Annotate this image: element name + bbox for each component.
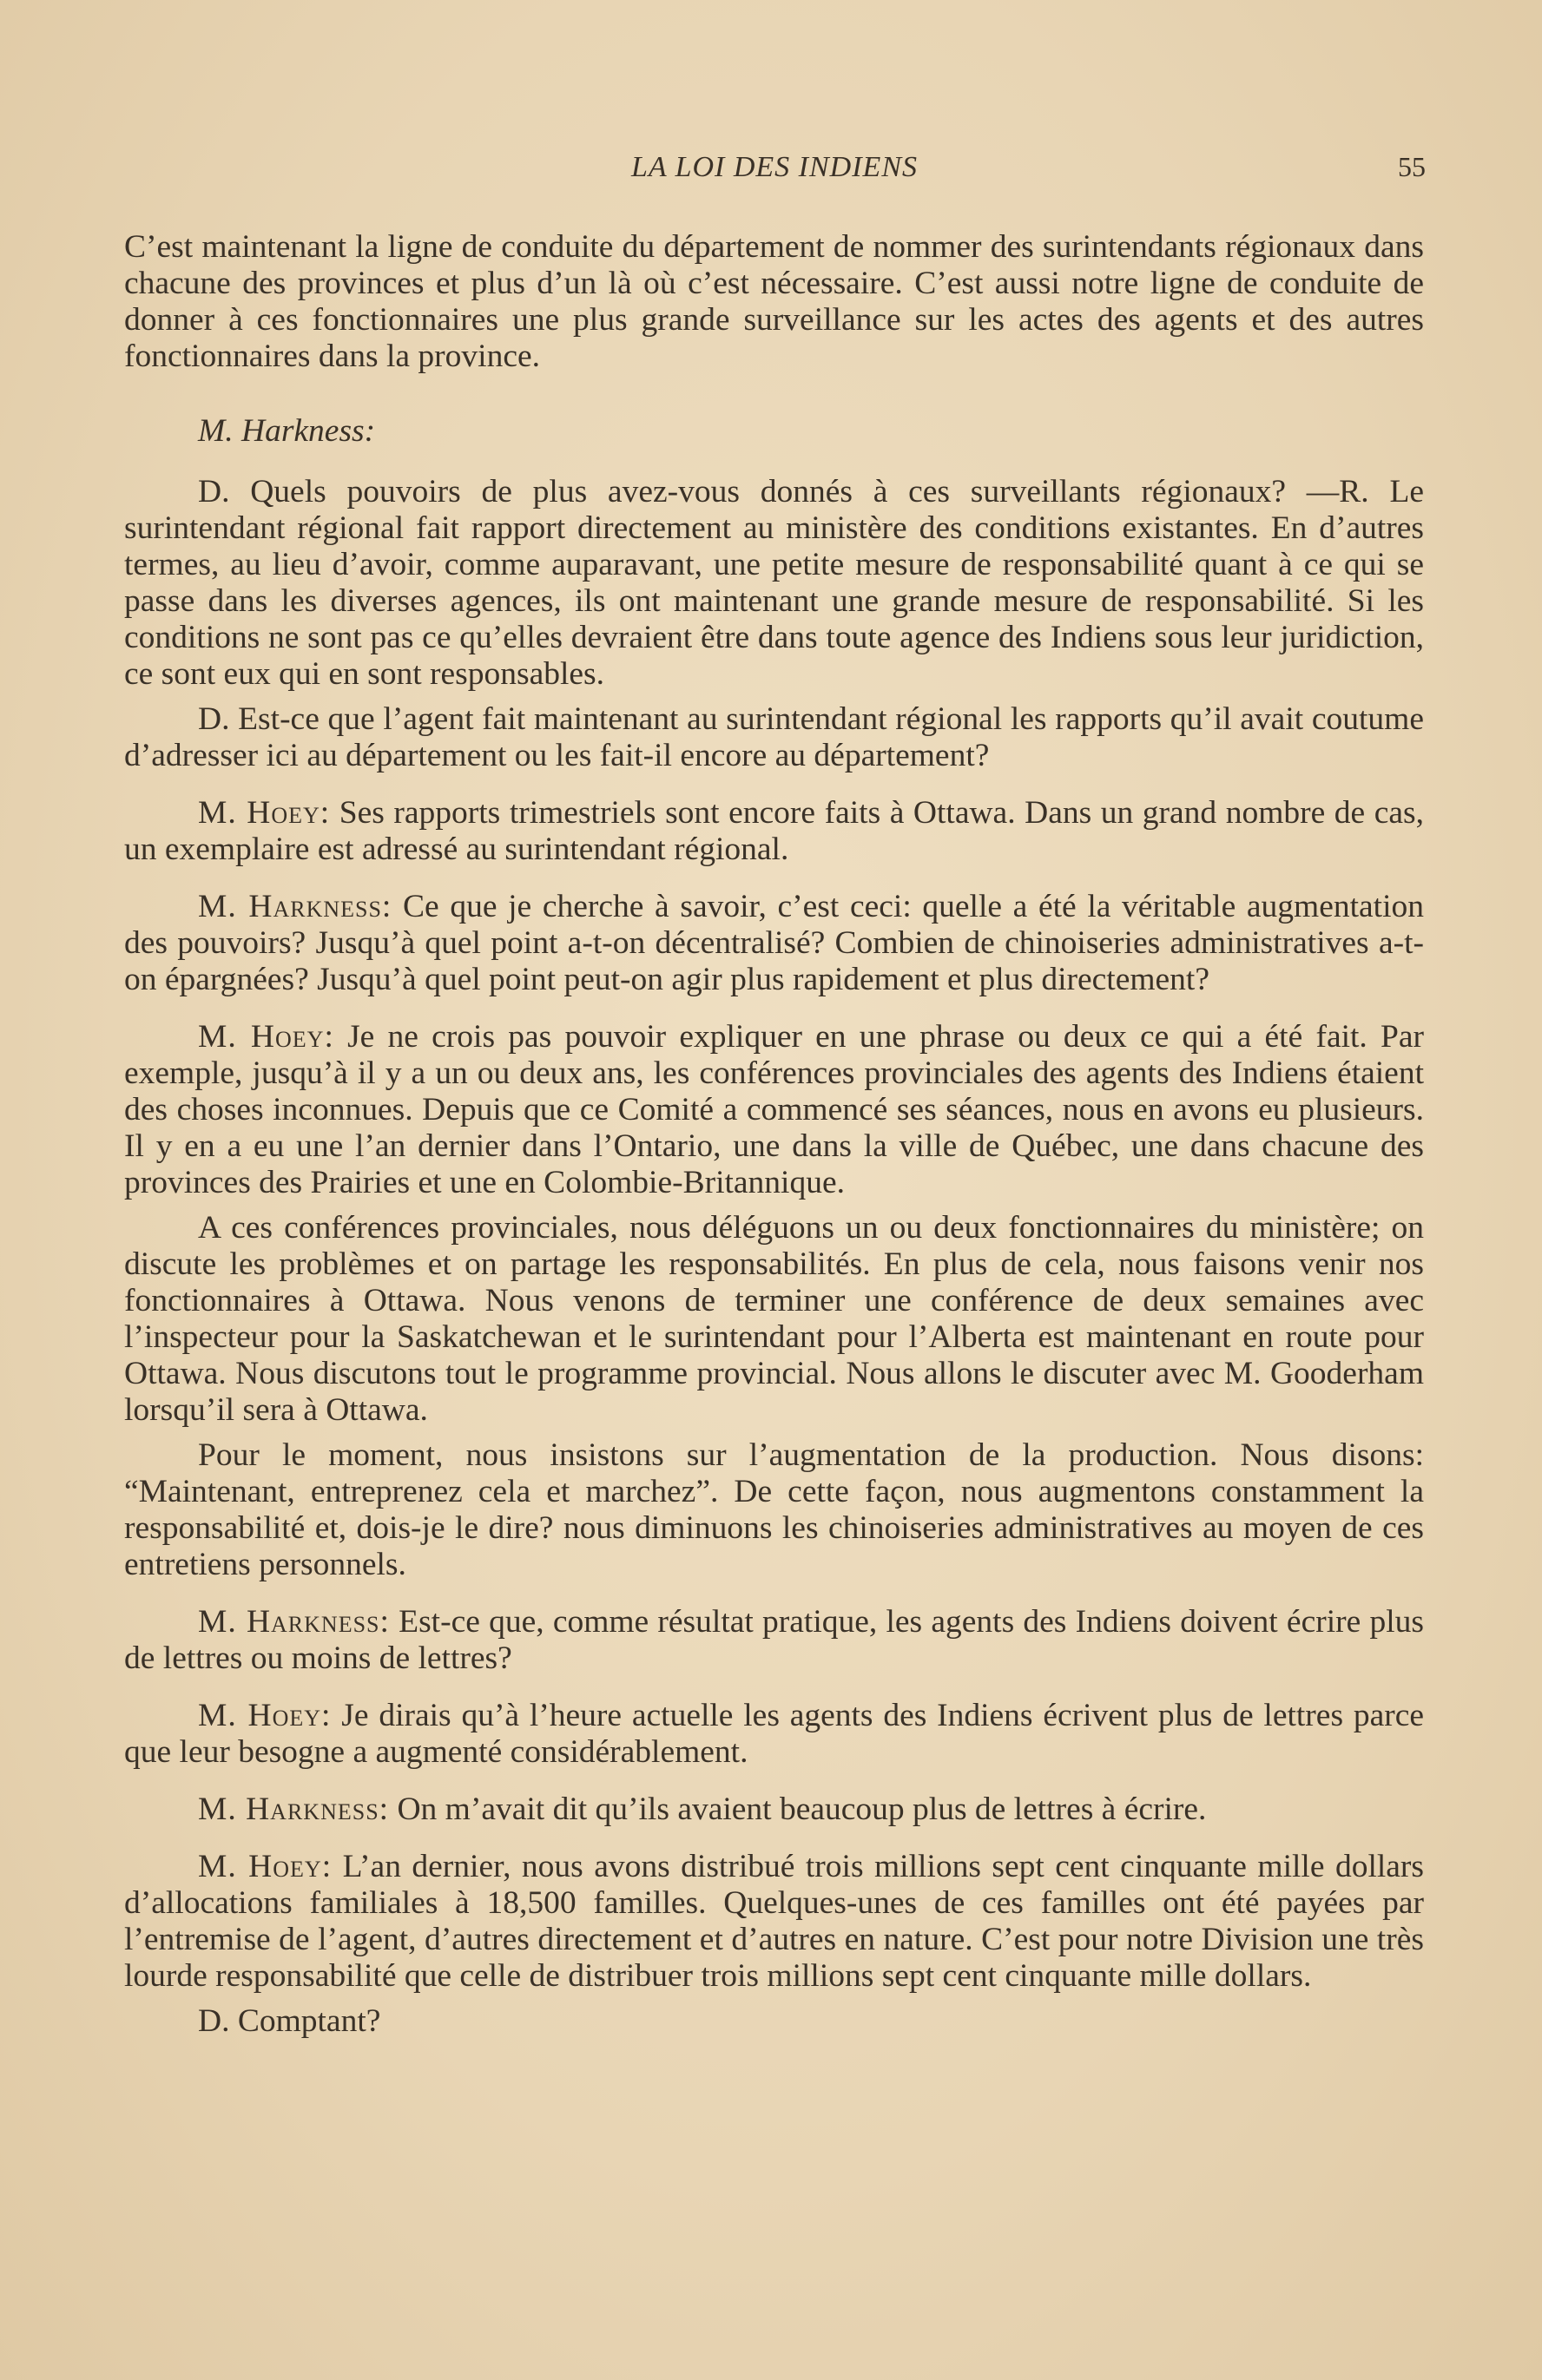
paragraph — [124, 1437, 1424, 1583]
paragraph-text: D. Comptant? — [198, 2003, 381, 2039]
paragraph — [124, 1792, 1424, 1828]
paragraph — [124, 474, 1424, 693]
speaker-label: M. Hoey: — [198, 1849, 333, 1884]
speaker-label: M. Hoey: — [198, 795, 331, 831]
paragraph-text: Ses rapports trimestriels sont encore faits à Ottawa. Dans un grand nombre de cas, un exemplaire est adressé au surintendant régional. — [124, 795, 1424, 867]
paragraph-text: Ce que je cherche à savoir, c’est ceci: quelle a été la véritable augmentation des pouvoirs? Jusqu’à quel point a-t-on décentralisé? Combien de chinoiseries administratives a-t-on épargnées? Jusqu’à quel point peut-on agir plus rapidement et plus directement? — [124, 889, 1424, 997]
paragraph-text: D. Quels pouvoirs de plus avez-vous donnés à ces surveillants régionaux? —R. Le surintendant régional fait rapport directement au ministère des conditions existantes. En d’autres termes, au lieu d’avoir, comme auparavant, une petite mesure de responsabilité quant à ce qui se passe dans les diverses agences, ils ont maintenant une grande mesure de responsabilité. Si les conditions ne sont pas ce qu’elles devraient être dans toute agence des Indiens sous leur juridiction, ce sont eux qui en sont responsables. — [124, 474, 1424, 692]
speaker-heading: M. Harkness: — [198, 413, 376, 449]
speaker-label: M. Hoey: — [198, 1698, 332, 1733]
running-title: LA LOI DES INDIENS — [631, 151, 918, 183]
paragraph — [124, 889, 1424, 998]
paragraph-text: Pour le moment, nous insistons sur l’augmentation de la production. Nous disons: “Maintenant, entreprenez cela et marchez”. De cette façon, nous augmentons constamment la responsabilité et, dois-je le dire? nous diminuons les chinoiseries administratives au moyen de ces entretiens personnels. — [124, 1437, 1424, 1582]
speaker-label: M. Harkness: — [198, 889, 392, 924]
page-number: 55 — [1398, 151, 1426, 182]
paragraph — [124, 1210, 1424, 1429]
page-header — [123, 151, 1426, 194]
paragraph-text: Est-ce que, comme résultat pratique, les agents des Indiens doivent écrire plus de lettres ou moins de lettres? — [124, 1604, 1424, 1676]
paragraph — [124, 1849, 1424, 1995]
paragraph-text: Je dirais qu’à l’heure actuelle les agents des Indiens écrivent plus de lettres parce que leur besogne a augmenté considérablement. — [124, 1698, 1425, 1770]
paragraph — [124, 701, 1424, 774]
paragraph — [124, 795, 1424, 868]
paragraph-text: On m’avait dit qu’ils avaient beaucoup plus de lettres à écrire. — [397, 1792, 1207, 1827]
speaker-label: M. Hoey: — [198, 1019, 334, 1055]
paragraph — [124, 1604, 1424, 1677]
body-text — [124, 229, 1424, 2040]
paragraph-text: A ces conférences provinciales, nous déléguons un ou deux fonctionnaires du ministère; on discute les problèmes et on partage les responsabilités. En plus de cela, nous faisons venir nos fonctionnaires à Ottawa. Nous venons de terminer une conférence de deux semaines avec l’inspecteur pour la Saskatchewan et le surintendant pour l’Alberta est maintenant en route pour Ottawa. Nous discutons tout le programme provincial. Nous allons le discuter avec M. Gooderham lorsqu’il sera à Ottawa. — [124, 1210, 1424, 1428]
speaker-label: M. Harkness: — [198, 1604, 390, 1640]
paragraph — [124, 1019, 1424, 1201]
paragraph-text: Je ne crois pas pouvoir expliquer en une phrase ou deux ce qui a été fait. Par exemple, jusqu’à il y a un ou deux ans, les conférences provinciales des agents des Indiens étaient des choses inconnues. Depuis que ce Comité a commencé ses séances, nous en avons eu plusieurs. Il y en a eu une l’an dernier dans l’Ontario, une dans la ville de Québec, une dans chacune des provinces des Prairies et une en Colombie-Britannique. — [124, 1019, 1425, 1200]
speaker-label: M. Harkness: — [198, 1792, 390, 1827]
intro-paragraph: C’est maintenant la ligne de conduite du département de nommer des surintendants régionaux dans chacune des provinces et plus d’un là où c’est nécessaire. C’est aussi notre ligne de conduite de donner à ces fonctionnaires une plus grande surveillance sur les actes des agents et des autres fonctionnaires dans la province. — [124, 229, 1424, 374]
paragraph — [124, 1698, 1424, 1771]
paragraph — [124, 2003, 1424, 2040]
paragraph-text: L’an dernier, nous avons distribué trois millions sept cent cinquante mille dollars d’allocations familiales à 18,500 familles. Quelques-unes de ces familles ont été payées par l’entremise de l’agent, d’autres directement et d’autres en nature. C’est pour notre Division une très lourde responsabilité que celle de distribuer trois millions sept cent cinquante mille dollars. — [124, 1849, 1425, 1994]
paragraph-text: D. Est-ce que l’agent fait maintenant au surintendant régional les rapports qu’il avait coutume d’adresser ici au département ou les fait-il encore au département? — [124, 701, 1424, 773]
